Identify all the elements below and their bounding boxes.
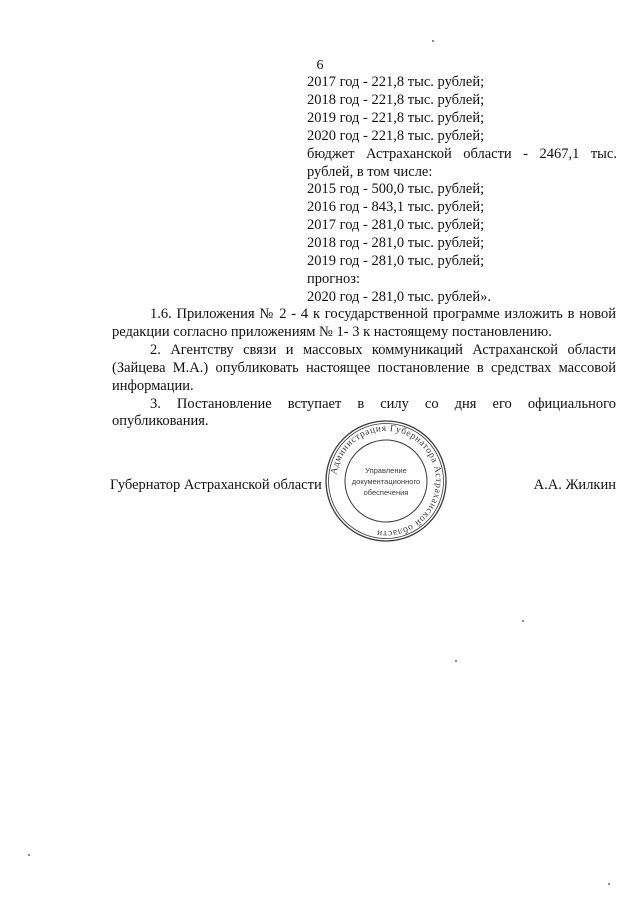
scan-speck [455,660,457,662]
budget-line: 2020 год - 221,8 тыс. рублей; [307,127,485,144]
budget-breakdown [307,74,617,307]
svg-text:Управление: Управление [365,466,407,475]
paragraph-1-6: 1.6. Приложения № 2 - 4 к государственной программе изложить в новой редакции согласно приложениям № 1- 3 к настоящему постановлению. [112,306,616,340]
svg-text:документационного: документационного [351,477,421,486]
governor-title: Губернатор Астраханской области [110,477,322,493]
svg-text:Администрация Губернатора Астр: Администрация Губернатора Астраханской области [329,423,444,539]
resolution-paragraphs [112,306,616,431]
scan-speck [522,620,524,622]
governor-name: А.А. Жилкин [533,477,616,493]
regional-budget-heading: бюджет Астраханской области - 2467,1 тыс. [307,145,617,162]
scan-speck [608,883,610,885]
budget-line: 2015 год - 500,0 тыс. рублей; [307,181,485,198]
paragraph-2: 2. Агентству связи и массовых коммуникаций Астраханской области (Зайцева М.А.) опубликовать настоящее постановление в средствах массовой информации. [112,341,616,394]
svg-text:обеспечения: обеспечения [363,488,409,497]
scan-speck [28,854,30,856]
budget-line: 2019 год - 281,0 тыс. рублей; [307,253,485,270]
page-number: 6 [316,58,324,73]
forecast-label: прогноз: [307,270,360,287]
regional-budget-heading-cont: рублей, в том числе: [307,163,433,180]
budget-line: 2016 год - 843,1 тыс. рублей; [307,199,485,216]
budget-line: 2019 год - 221,8 тыс. рублей; [307,109,485,126]
forecast-line: 2020 год - 281,0 тыс. рублей». [307,288,491,305]
budget-line: 2017 год - 281,0 тыс. рублей; [307,217,485,234]
scan-speck [432,40,434,42]
budget-line: 2018 год - 281,0 тыс. рублей; [307,235,485,252]
budget-line: 2017 год - 221,8 тыс. рублей; [307,74,485,90]
official-seal-icon [323,418,449,544]
paragraph-3: 3. Постановление вступает в силу со дня его официального опубликования. [112,395,616,430]
budget-line: 2018 год - 221,8 тыс. рублей; [307,91,485,108]
